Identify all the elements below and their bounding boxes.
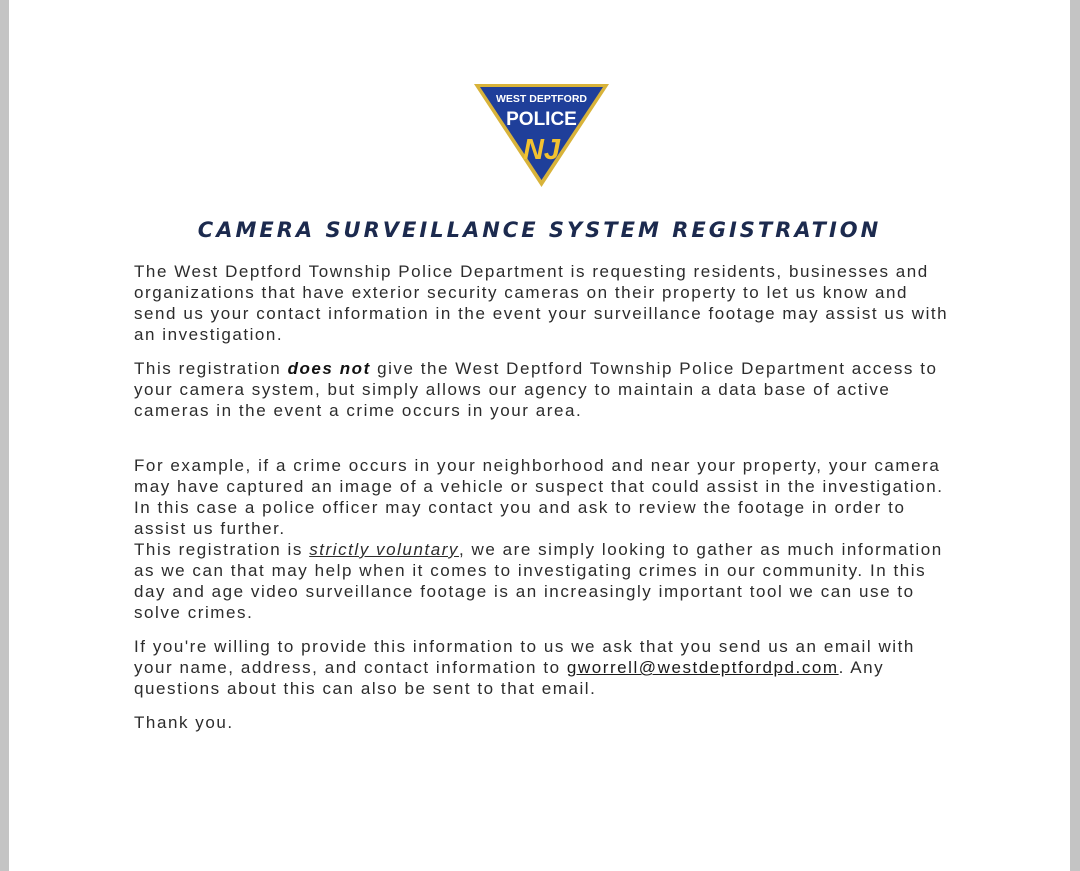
voluntary-text-before: This registration is (134, 540, 310, 559)
badge-main-text: POLICE (506, 109, 577, 130)
email-link[interactable]: gworrell@westdeptfordpd.com (566, 658, 839, 677)
contact-text-after: . Any questions about this can also be sent to that email. (134, 658, 885, 698)
access-paragraph (134, 358, 949, 421)
intro-paragraph: The West Deptford Township Police Department is requesting residents, businesses and organizations that have exterior security cameras on their property to let us know and send us your contact information in the event your surveillance footage may assist us with an investigation. (134, 262, 949, 344)
contact-paragraph (134, 636, 949, 699)
voluntary-emphasis: strictly voluntary (309, 540, 459, 559)
document-page (9, 0, 1070, 871)
access-text-after: give the West Deptford Township Police Department access to your camera system, but simply allows our agency to maintain a data base of active cameras in the event a crime occurs in your area. (134, 359, 938, 420)
police-badge-logo (471, 82, 612, 189)
contact-text-before: If you're willing to provide this information to us we ask that you send us an email with your name, address, and contact information to (134, 637, 915, 677)
document-body (134, 261, 949, 733)
badge-top-text: WEST DEPTFORD (496, 93, 587, 105)
badge-state-text: NJ (522, 134, 561, 166)
voluntary-paragraph (134, 539, 949, 623)
closing-text: Thank you. (134, 713, 234, 732)
access-text-before: This registration (134, 359, 288, 378)
example-paragraph: For example, if a crime occurs in your neighborhood and near your property, your camera may have captured an image of a vehicle or suspect that could assist in the investigation. In this case a police officer may contact you and ask to review the footage in order to assist us further. (134, 456, 944, 538)
voluntary-text-after: , we are simply looking to gather as much information as we can that may help when it comes to investigating crimes in our community. In this day and age video surveillance footage is an increasingly important tool we can use to solve crimes. (134, 540, 943, 622)
document-title: CAMERA SURVEILLANCE SYSTEM REGISTRATION (197, 218, 882, 242)
access-emphasis: does not (287, 359, 371, 378)
